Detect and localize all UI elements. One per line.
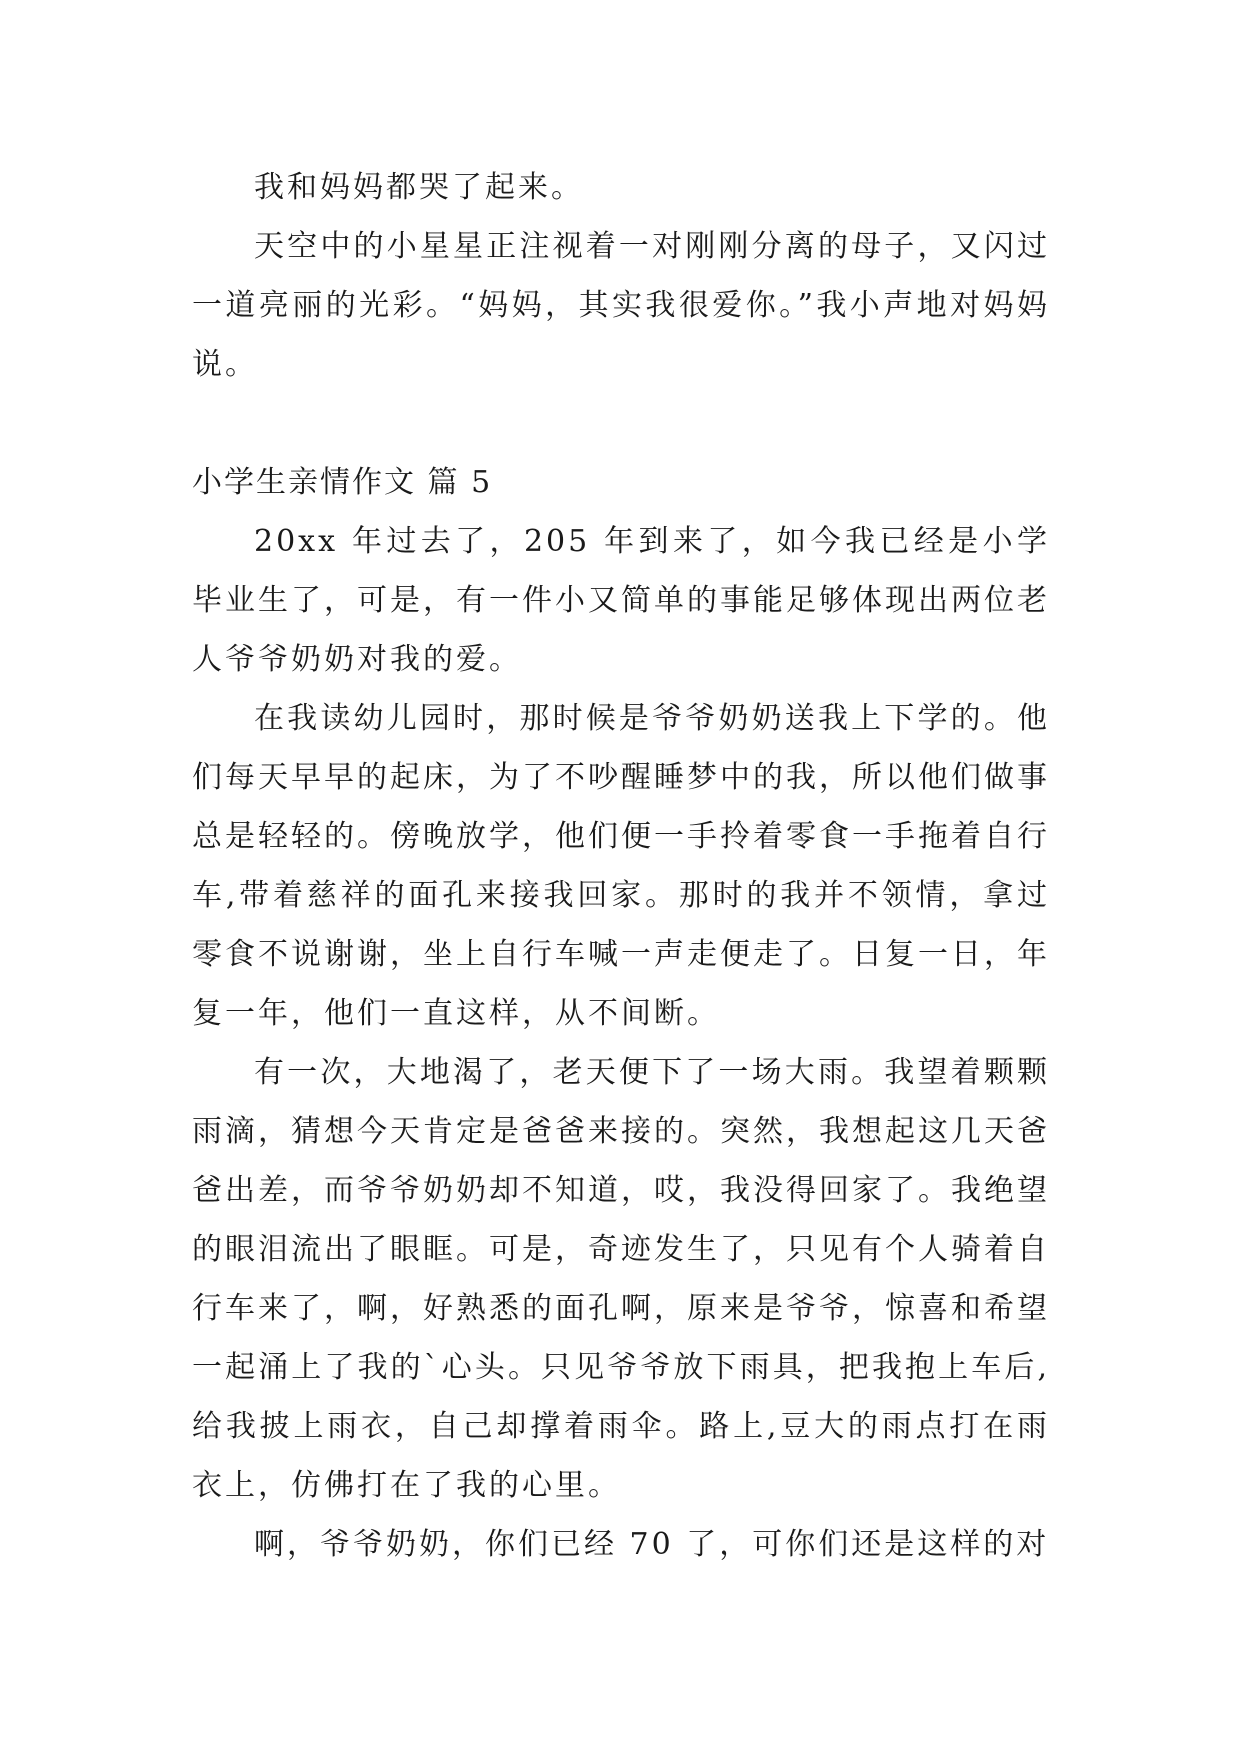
section-heading: 小学生亲情作文 篇 5 bbox=[192, 465, 493, 500]
paragraph: 20xx 年过去了，205 年到来了，如今我已经是小学毕业生了，可是，有一件小又简单的事能足够体现出两位老人爷爷奶奶对我的爱。 bbox=[192, 524, 1050, 677]
paragraph: 天空中的小星星正注视着一对刚刚分离的母子，又闪过一道亮丽的光彩。“妈妈，其实我很爱你。”我小声地对妈妈说。 bbox=[192, 229, 1050, 382]
paragraph: 有一次，大地渴了，老天便下了一场大雨。我望着颗颗雨滴，猜想今天肯定是爸爸来接的。突然，我想起这几天爸爸出差，而爷爷奶奶却不知道，哎，我没得回家了。我绝望的眼泪流出了眼眶。可是，奇迹发生了，只见有个人骑着自行车来了，啊，好熟悉的面孔啊，原来是爷爷，惊喜和希望一起涌上了我的`心头。只见爷爷放下雨具，把我抱上车后,给我披上雨衣，自己却撑着雨伞。路上,豆大的雨点打在雨衣上，仿佛打在了我的心里。 bbox=[192, 1055, 1050, 1503]
document-body bbox=[192, 158, 1050, 1574]
paragraph: 啊，爷爷奶奶，你们已经 70 了，可你们还是这样的对 bbox=[254, 1527, 1050, 1562]
paragraph: 在我读幼儿园时，那时候是爷爷奶奶送我上下学的。他们每天早早的起床，为了不吵醒睡梦中的我，所以他们做事总是轻轻的。傍晚放学，他们便一手拎着零食一手拖着自行车,带着慈祥的面孔来接我回家。那时的我并不领情，拿过零食不说谢谢，坐上自行车喊一声走便走了。日复一日，年复一年，他们一直这样，从不间断。 bbox=[192, 701, 1050, 1031]
paragraph: 我和妈妈都哭了起来。 bbox=[254, 170, 584, 205]
